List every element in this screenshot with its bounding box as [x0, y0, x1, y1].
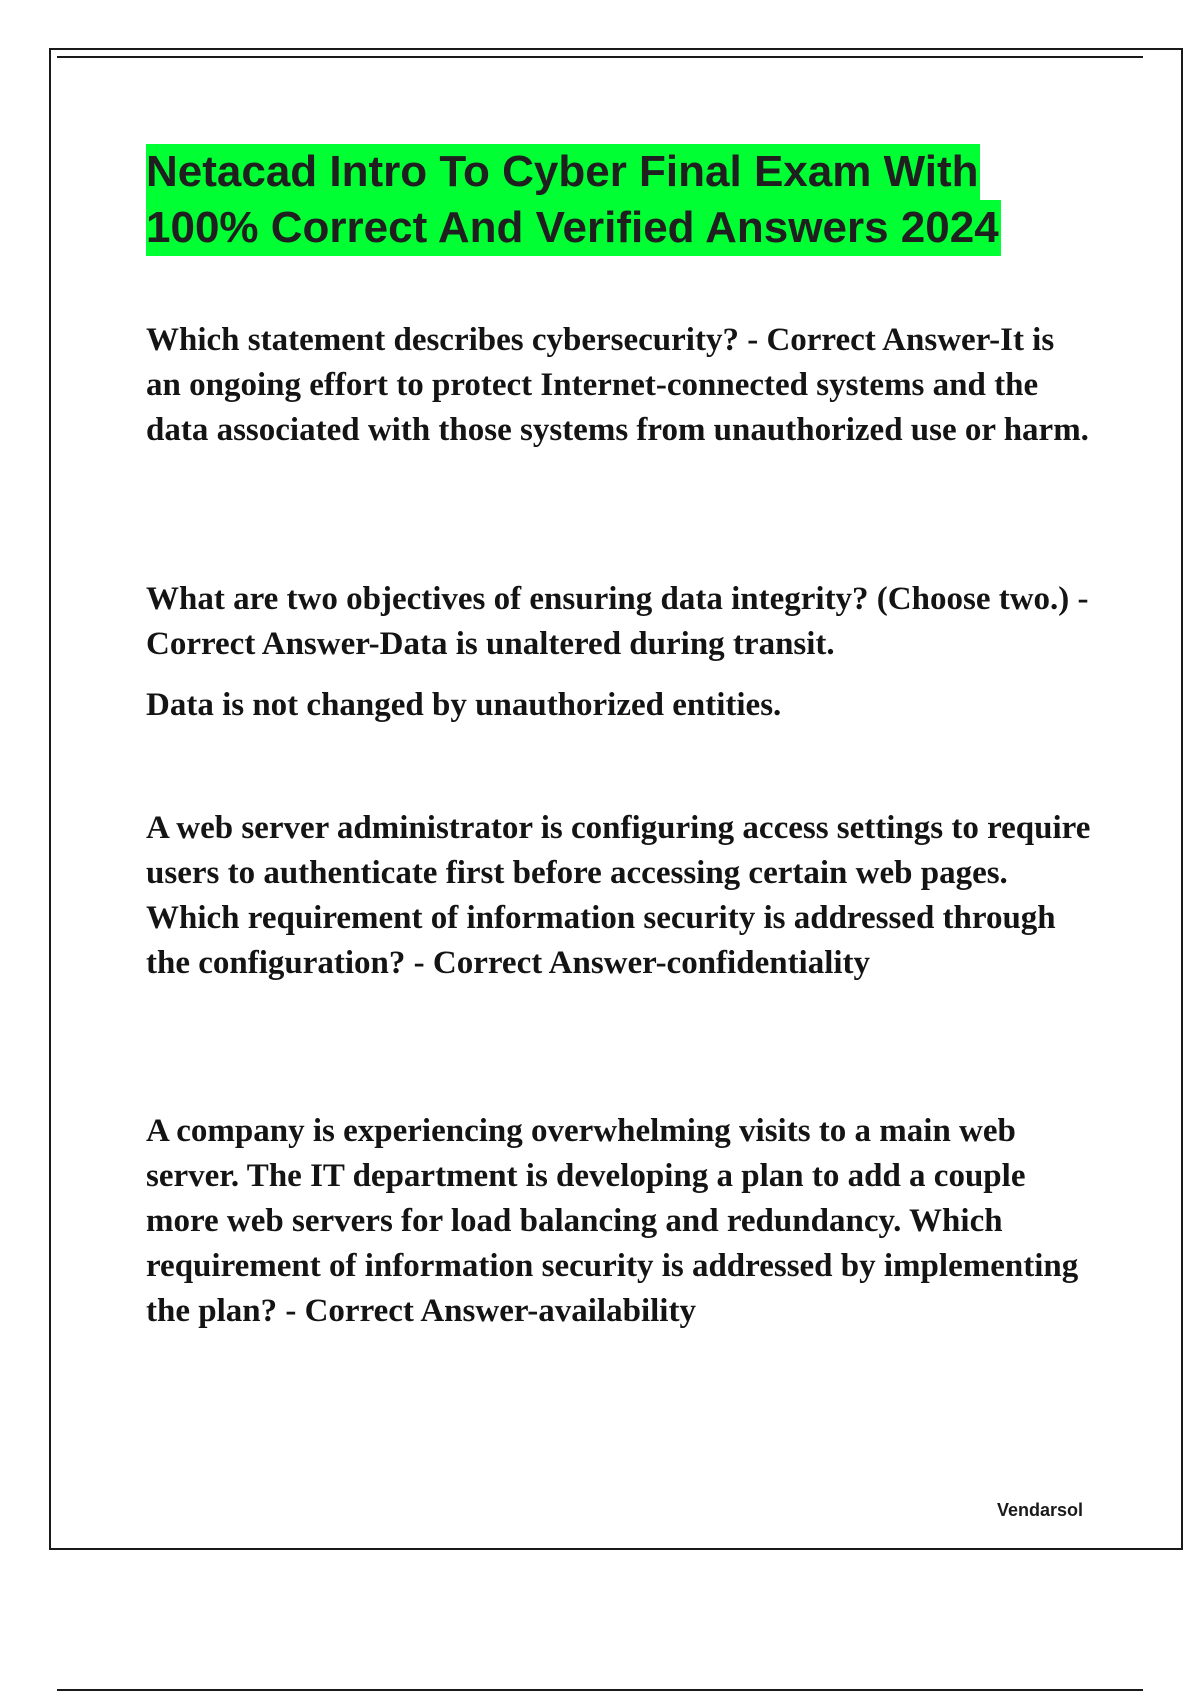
- title-line-1: Netacad Intro To Cyber Final Exam With: [146, 144, 980, 200]
- document-title: [146, 144, 1096, 256]
- qa-item-4: A company is experiencing overwhelming visits to a main web server. The IT department is developing a plan to add a couple more web servers for load balancing and redundancy. Which requirement of information security is addressed by implementing the plan? - Correct Answer-availability: [146, 1113, 1079, 1329]
- qa-item-2-extra: Data is not changed by unauthorized entities.: [146, 687, 782, 723]
- bottom-rule: [57, 1689, 1143, 1691]
- footer-brand: Vendarsol: [996, 1500, 1083, 1520]
- qa-item-3: A web server administrator is configuring access settings to require users to authenticate first before accessing certain web pages. Which requirement of information security is addressed through the configuration? - Correct Answer-confidentiality: [146, 810, 1091, 981]
- top-rule: [57, 56, 1143, 58]
- qa-item-2: What are two objectives of ensuring data integrity? (Choose two.) - Correct Answer-Data is unaltered during transit.: [146, 581, 1089, 662]
- qa-item-1: Which statement describes cybersecurity? - Correct Answer-It is an ongoing effort to protect Internet-connected systems and the data associated with those systems from unauthorized use or harm.: [146, 322, 1089, 448]
- title-line-2: 100% Correct And Verified Answers 2024: [146, 200, 1001, 256]
